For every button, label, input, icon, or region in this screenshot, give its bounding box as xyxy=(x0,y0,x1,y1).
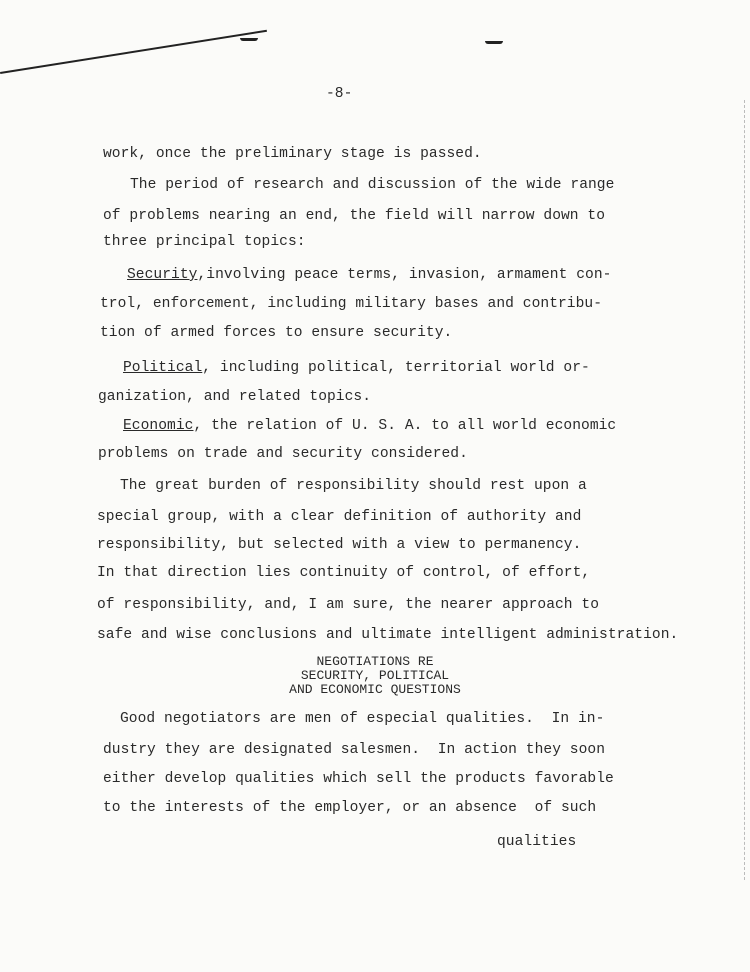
page-number: -8- xyxy=(326,86,353,102)
text-line: three principal topics: xyxy=(103,234,306,250)
text-line: responsibility, but selected with a view to permanency. xyxy=(97,537,582,553)
section-heading-line: NEGOTIATIONS RE xyxy=(316,654,434,669)
text-line: The great burden of responsibility should rest upon a xyxy=(120,478,587,494)
text-line xyxy=(123,359,590,377)
text-line: dustry they are designated salesmen. In action they soon xyxy=(103,742,606,758)
text-span: ,involving peace terms, invasion, armament con- xyxy=(197,267,612,283)
topic-economic: Economic xyxy=(123,418,194,434)
text-line: The period of research and discussion of the wide range xyxy=(130,177,615,193)
topic-political: Political xyxy=(123,360,203,376)
text-line: problems on trade and security considered. xyxy=(98,446,468,462)
catchword: qualities xyxy=(497,834,577,850)
text-line: ganization, and related topics. xyxy=(98,389,372,405)
text-line: tion of armed forces to ensure security. xyxy=(100,325,453,341)
text-line: special group, with a clear definition of authority and xyxy=(97,509,582,525)
text-line: trol, enforcement, including military bases and contribu- xyxy=(100,296,603,312)
text-line: to the interests of the employer, or an absence of such xyxy=(103,800,597,816)
binder-hole-mark xyxy=(485,41,503,44)
text-line: In that direction lies continuity of control, of effort, xyxy=(97,565,591,581)
text-line: safe and wise conclusions and ultimate intelligent administration. xyxy=(97,627,679,643)
scan-artifact-stroke xyxy=(0,30,267,74)
text-line: Good negotiators are men of especial qualities. In in- xyxy=(120,711,605,727)
page-edge xyxy=(744,100,746,880)
text-line: of responsibility, and, I am sure, the nearer approach to xyxy=(97,597,600,613)
text-span: , the relation of U. S. A. to all world economic xyxy=(193,418,617,434)
text-span: , including political, territorial world or- xyxy=(202,360,590,376)
text-line xyxy=(123,417,616,435)
text-line: work, once the preliminary stage is passed. xyxy=(103,146,482,162)
text-line: either develop qualities which sell the products favorable xyxy=(103,771,614,787)
text-line xyxy=(127,266,611,284)
section-heading-line: AND ECONOMIC QUESTIONS xyxy=(289,682,461,697)
topic-security: Security xyxy=(127,267,198,283)
binder-hole-mark xyxy=(240,38,258,41)
text-line: of problems nearing an end, the field will narrow down to xyxy=(103,208,606,224)
section-heading-line: SECURITY, POLITICAL xyxy=(300,668,450,683)
